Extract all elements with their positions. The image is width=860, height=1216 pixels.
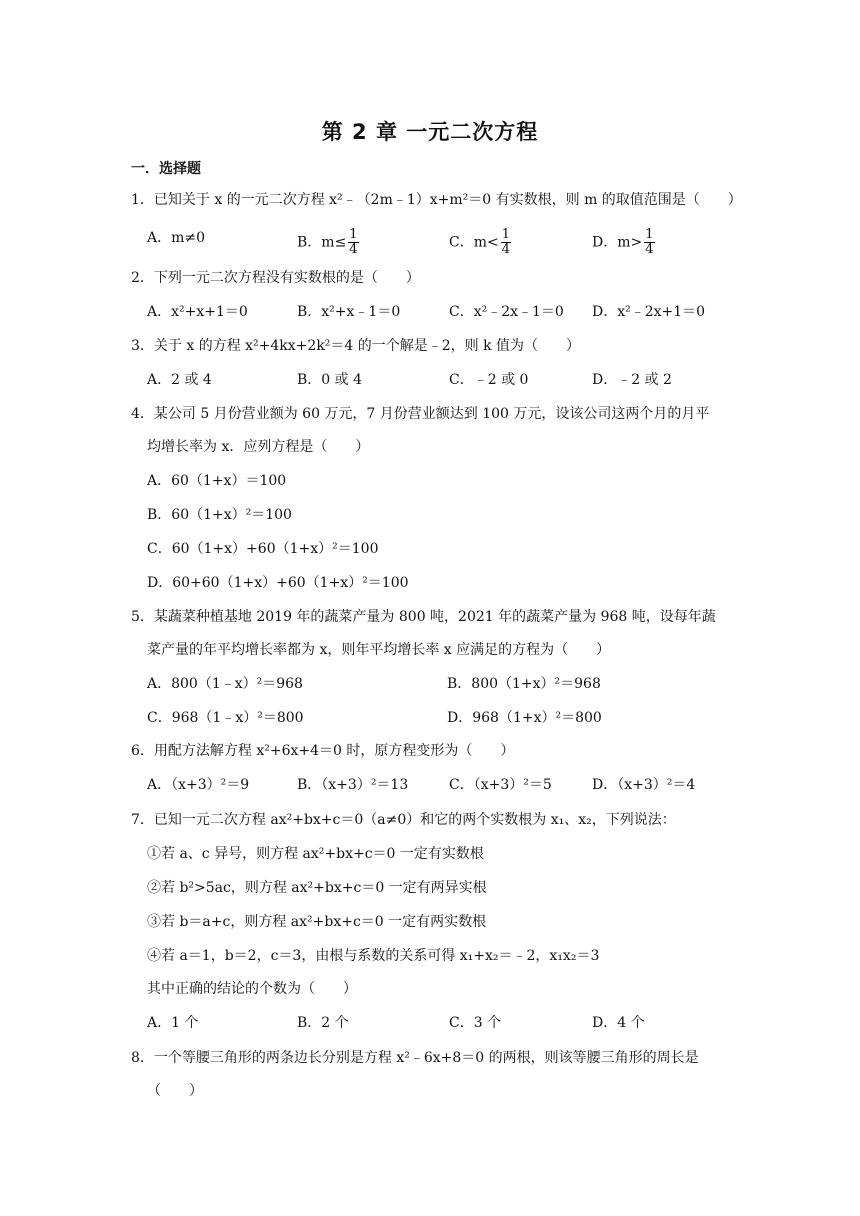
section-heading: 一．选择题 [131,161,201,177]
q1-option-c: C．m< $\frac{1}{4}$ [449,227,510,257]
q5-option-d: D．968（1+x）²＝800 [447,710,602,726]
fraction-one-quarter: $\frac{1}{4}$ [349,227,358,257]
question-3: 3．关于 x 的方程 x²+4kx+2k²＝4 的一个解是﹣2，则 k 值为（ ） [131,338,581,354]
q4-option-b: B．60（1+x）²＝100 [147,507,292,523]
q7-prompt: 其中正确的结论的个数为（ ） [147,981,357,997]
q6-option-c: C．（x+3）²＝5 [449,777,552,793]
q4-option-a: A．60（1+x）＝100 [147,473,287,489]
q3-option-b: B．0 或 4 [297,372,363,388]
q5-option-a: A．800（1﹣x）²＝968 [147,676,303,692]
q2-option-a: A．x²+x+1＝0 [147,304,248,320]
q3-option-d: D．﹣2 或 2 [592,372,672,388]
question-8-line-1: 8．一个等腰三角形的两条边长分别是方程 x²﹣6x+8＝0 的两根，则该等腰三角形的周长是 [131,1050,699,1066]
q6-option-d: D．（x+3）²＝4 [592,777,696,793]
q5-option-c: C．968（1﹣x）²＝800 [147,710,304,726]
q4-option-c: C．60（1+x）+60（1+x）²＝100 [147,541,379,557]
question-5-line-1: 5．某蔬菜种植基地 2019 年的蔬菜产量为 800 吨，2021 年的蔬菜产量为 968 吨，设每年蔬 [131,609,716,625]
fraction-one-quarter: $\frac{1}{4}$ [645,227,654,257]
q4-option-d: D．60+60（1+x）+60（1+x）²＝100 [147,575,409,591]
q7-statement-2: ②若 b²>5ac，则方程 ax²+bx+c＝0 一定有两异实根 [147,880,487,896]
q1-option-d: D．m> $\frac{1}{4}$ [592,227,654,257]
q7-option-b: B．2 个 [297,1015,349,1031]
question-4-line-2: 均增长率为 x．应列方程是（ ） [147,439,370,455]
question-1: 1．已知关于 x 的一元二次方程 x²﹣（2m﹣1）x+m²＝0 有实数根，则 m 的取值范围是（ ） [131,192,742,208]
q7-statement-4: ④若 a＝1，b＝2，c＝3，由根与系数的关系可得 x₁+x₂＝﹣2，x₁x₂＝3 [147,948,600,964]
q1-option-a: A．m≠0 [147,230,206,246]
q2-option-d: D．x²﹣2x+1＝0 [592,304,706,320]
q6-option-b: B．（x+3）²＝13 [297,777,409,793]
q7-option-c: C．3 个 [449,1015,502,1031]
q2-option-b: B．x²+x﹣1＝0 [297,304,401,320]
question-2: 2．下列一元二次方程没有实数根的是（ ） [131,270,420,286]
question-6: 6．用配方法解方程 x²+6x+4＝0 时，原方程变形为（ ） [131,743,515,759]
question-8-line-2: （ ） [147,1083,203,1099]
q1-option-b: B．m≤ $\frac{1}{4}$ [297,227,358,257]
q3-option-c: C．﹣2 或 0 [449,372,529,388]
q6-option-a: A．（x+3）²＝9 [147,777,250,793]
q7-option-a: A．1 个 [147,1015,199,1031]
q2-option-c: C．x²﹣2x﹣1＝0 [449,304,564,320]
q3-option-a: A．2 或 4 [147,372,212,388]
question-4-line-1: 4．某公司 5 月份营业额为 60 万元，7 月份营业额达到 100 万元，设该公司这两个月的月平 [131,406,710,422]
fraction-one-quarter: $\frac{1}{4}$ [501,227,510,257]
q7-statement-1: ①若 a、c 异号，则方程 ax²+bx+c＝0 一定有实数根 [147,846,484,862]
page-title: 第 2 章 一元二次方程 [321,120,539,144]
q7-option-d: D．4 个 [592,1015,645,1031]
q5-option-b: B．800（1+x）²＝968 [447,676,601,692]
question-7: 7．已知一元二次方程 ax²+bx+c＝0（a≠0）和它的两个实数根为 x₁、x₂，下列说法： [131,812,676,828]
question-5-line-2: 菜产量的年平均增长率都为 x，则年平均增长率 x 应满足的方程为（ ） [147,642,611,658]
q7-statement-3: ③若 b＝a+c，则方程 ax²+bx+c＝0 一定有两实数根 [147,914,487,930]
